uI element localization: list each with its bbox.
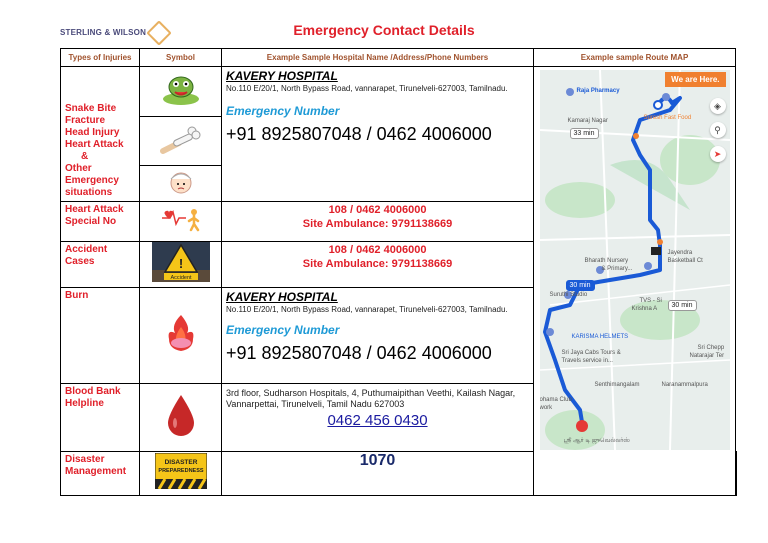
disaster-sign-icon — [155, 453, 207, 489]
emergency-label: Emergency Number — [226, 104, 340, 118]
route-time-2[interactable]: 30 min — [566, 280, 595, 291]
search-icon[interactable]: ⚲ — [710, 122, 726, 138]
heart-line-2: Site Ambulance: 9791138669 — [302, 218, 453, 230]
type-line: Management — [65, 466, 127, 477]
head-injury-symbol — [140, 165, 222, 201]
svg-text:!: ! — [178, 256, 183, 271]
snake-bite-symbol — [140, 67, 222, 117]
map-label: Krishna A — [631, 306, 658, 312]
accident-line-1: 108 / 0462 4006000 — [328, 244, 427, 256]
blood-symbol — [140, 384, 222, 452]
svg-text:DISASTER: DISASTER — [164, 459, 197, 466]
blood-bank-address: 3rd floor, Sudharson Hospitals, 4, Puthumaipithan Veethi, Kailash Nagar, Vannarpettai, Tirunelveli, Tamil Nadu 627003 — [226, 388, 516, 409]
accident-sign-text: Accident — [169, 275, 192, 281]
blood-bank-phone[interactable]: 0462 456 0430 — [327, 412, 428, 429]
page-title: Emergency Contact Details — [293, 22, 475, 38]
disaster-symbol — [140, 452, 222, 496]
map-label: work — [539, 405, 553, 411]
type-heart — [61, 202, 140, 242]
route-time-1[interactable]: 33 min — [570, 128, 599, 139]
emergency-number: +91 8925807048 / 0462 4006000 — [226, 124, 492, 144]
type-line: Other — [65, 163, 92, 174]
empty-map-cell — [736, 452, 737, 496]
map-label: Suresh Fast Food — [643, 115, 692, 121]
map-label: ஸ்ரீ ஆர் டி ஜுவெல்லர்ஸ் — [563, 438, 630, 444]
disaster-number[interactable]: 1070 — [359, 452, 396, 469]
we-are-here-badge: We are Here. — [665, 72, 725, 87]
type-line: Heart Attack — [65, 139, 124, 150]
map-label: Suruthi Studio — [549, 292, 588, 298]
type-line: situations — [65, 187, 113, 198]
fracture-icon — [159, 121, 203, 157]
type-line: Head Injury — [65, 127, 120, 138]
accident-contact — [222, 242, 534, 288]
hospital-address: No.110 E/20/1, North Bypass Road, vannarapet, Tirunelveli-627003, Tamilnadu. — [226, 305, 508, 314]
hospital-name: KAVERY HOSPITAL — [226, 290, 338, 304]
heart-attack-icon — [158, 206, 204, 232]
heart-contact — [222, 202, 534, 242]
route-map-cell — [534, 67, 736, 496]
burn-hospital-cell — [222, 288, 534, 384]
type-line: Blood Bank — [65, 386, 121, 397]
map-label: Naranammalpura — [661, 382, 708, 388]
layers-icon[interactable]: ◈ — [710, 98, 726, 114]
snake-icon — [159, 69, 203, 109]
map-label: Sri Jaya Cabs Tours & — [561, 350, 621, 356]
accident-line-2: Site Ambulance: 9791138669 — [302, 258, 453, 270]
type-blood-bank — [61, 384, 140, 452]
emergency-table — [60, 48, 737, 496]
accident-sign-icon — [152, 242, 210, 282]
map-label: Kamaraj Nagar — [567, 118, 608, 124]
map-label: Jayendra — [667, 250, 693, 256]
emergency-label: Emergency Number — [226, 323, 340, 337]
type-line: Special No — [65, 216, 117, 227]
map-label: Raja Pharmacy — [576, 88, 620, 94]
route-time-3[interactable]: 30 min — [668, 300, 697, 311]
type-line: Heart Attack — [65, 204, 124, 215]
heart-attack-symbol — [140, 202, 222, 242]
map-label: Bharath Nursery — [584, 258, 629, 264]
hospital-name: KAVERY HOSPITAL — [226, 69, 338, 83]
logo-text: STERLING & WILSON — [60, 28, 147, 38]
blood-drop-icon — [166, 393, 196, 437]
map-label: TVS - Si — [639, 298, 662, 304]
burn-symbol — [140, 288, 222, 384]
map-label: Travels service in... — [561, 358, 613, 364]
emergency-number: +91 8925807048 / 0462 4006000 — [226, 343, 492, 363]
type-line: Disaster — [65, 454, 105, 465]
hospital-cell — [222, 67, 534, 202]
type-line: & — [81, 151, 89, 162]
type-line: Emergency — [65, 175, 119, 186]
head-injury-icon — [166, 167, 196, 195]
disaster-cell — [222, 452, 534, 496]
header-symbol: Symbol — [140, 49, 222, 67]
map-label: Natarajar Ter — [689, 353, 725, 359]
header-example: Example Sample Hospital Name /Address/Phone Numbers — [222, 49, 534, 67]
route-map[interactable] — [540, 70, 730, 450]
map-label: Senthimangalam — [594, 382, 640, 388]
blood-bank-cell — [222, 384, 534, 452]
type-line: Helpline — [65, 398, 104, 409]
fracture-symbol — [140, 117, 222, 165]
map-label: ohama Club — [539, 397, 572, 403]
hospital-address: No.110 E/20/1, North Bypass Road, vannarapet, Tirunelveli-627003, Tamilnadu. — [226, 84, 508, 93]
map-label: KARISMA HELMETS — [571, 334, 629, 340]
header-types: Types of Injuries — [61, 49, 140, 67]
map-label: Basketball Ct — [667, 258, 703, 264]
compass-icon[interactable]: ➤ — [710, 146, 726, 162]
svg-text:PREPAREDNESS: PREPAREDNESS — [157, 468, 204, 474]
map-label: & Primary... — [601, 266, 633, 272]
burn-icon — [161, 313, 201, 353]
heart-line-1: 108 / 0462 4006000 — [328, 204, 427, 216]
accident-symbol — [140, 242, 222, 288]
type-line: Snake Bite — [65, 103, 117, 114]
type-general — [61, 67, 140, 202]
type-accident: Accident Cases — [61, 242, 140, 288]
type-disaster — [61, 452, 140, 496]
header-route: Example sample Route MAP — [534, 49, 736, 67]
map-label: Sri Chepp — [697, 345, 725, 351]
type-burn: Burn — [61, 288, 140, 384]
type-line: Fracture — [65, 115, 106, 126]
